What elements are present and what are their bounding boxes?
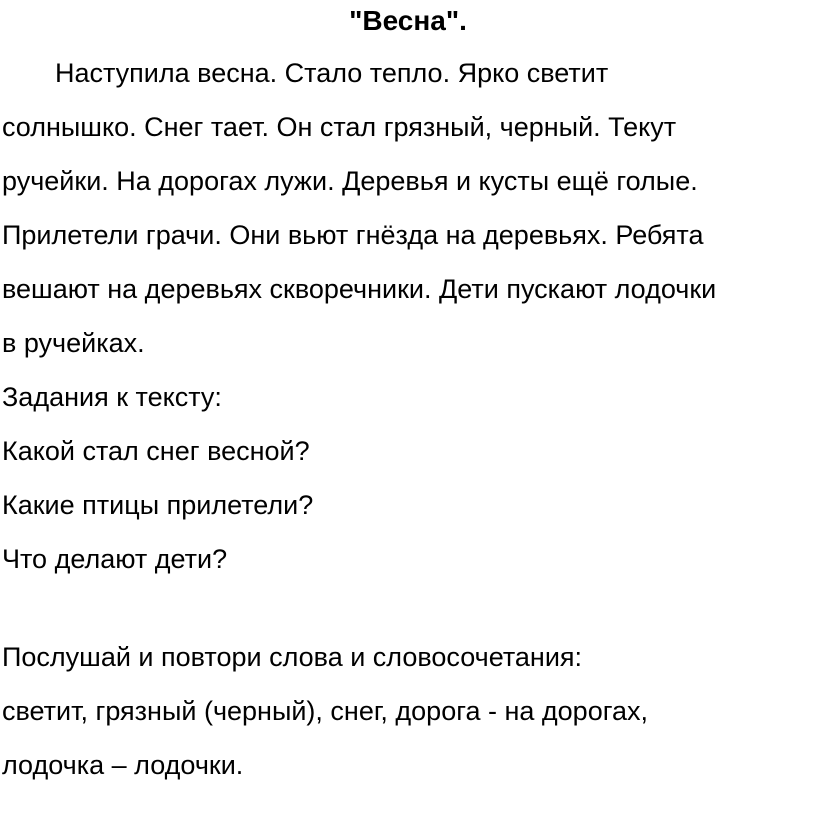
story-paragraph (2, 46, 814, 370)
tasks-heading: Задания к тексту: (2, 382, 222, 412)
story-line: Прилетели грачи. Они вьют гнёзда на деревьях. Ребята (2, 220, 704, 250)
question-item: Какой стал снег весной? (2, 436, 310, 466)
story-line: в ручейках. (2, 328, 145, 358)
question-item: Какие птицы прилетели? (2, 490, 314, 520)
question-item: Что делают дети? (2, 544, 228, 574)
document-title: "Весна". (349, 5, 467, 36)
exercise-line: светит, грязный (черный), снег, дорога - на дорогах, (2, 696, 648, 726)
exercise-line: лодочка – лодочки. (2, 750, 244, 780)
story-line: солнышко. Снег тает. Он стал грязный, черный. Текут (2, 112, 677, 142)
exercise-heading: Послушай и повтори слова и словосочетания: (2, 642, 583, 672)
story-line: ручейки. На дорогах лужи. Деревья и кусты ещё голые. (2, 166, 698, 196)
tasks-section (2, 370, 814, 586)
story-line: вешают на деревьях скворечники. Дети пускают лодочки (2, 274, 717, 304)
story-line: Наступила весна. Стало тепло. Ярко светит (55, 58, 609, 88)
exercise-section (2, 630, 814, 792)
